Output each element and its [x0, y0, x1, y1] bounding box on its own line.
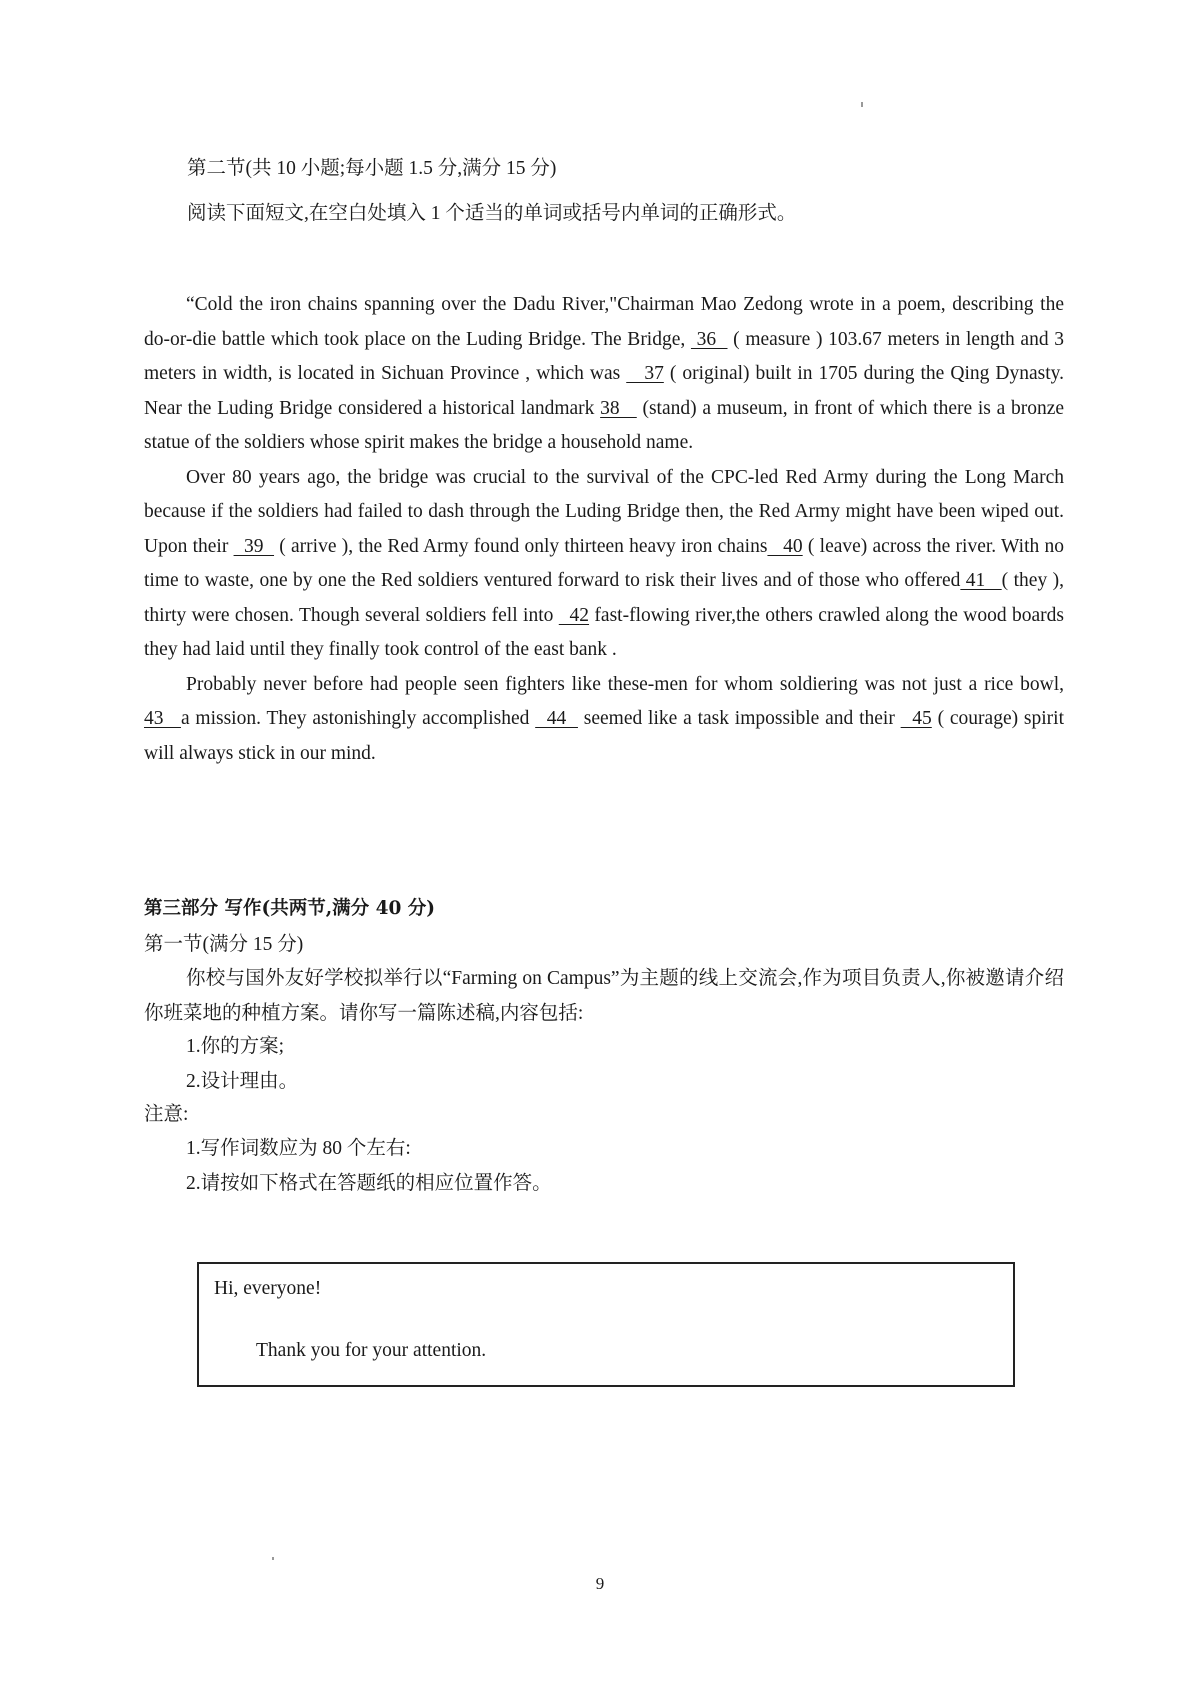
scan-speck — [272, 1557, 274, 1560]
blank-40: 40 — [767, 535, 803, 557]
blank-38: 38 — [600, 397, 637, 419]
note-item: 1.写作词数应为 80 个左右: — [186, 1138, 411, 1159]
passage-text: ( original) built in 1705 during the Qing Dynasty. Near the Luding Bridge considered a historical landmark — [144, 363, 1064, 419]
note-item: 2.请按如下格式在答题纸的相应位置作答。 — [186, 1172, 552, 1194]
box-closing: Thank you for your attention. — [256, 1340, 487, 1361]
page-number: 9 — [595, 1574, 605, 1593]
passage-paragraph-2 — [144, 461, 1064, 668]
box-greeting: Hi, everyone! — [214, 1278, 322, 1299]
passage-text: ( measure ) 103.67 meters in length and 3 meters in width, is located in Sichuan Province , which was — [144, 328, 1065, 384]
passage-text: ( leave) across the river. With no time to waste, one by one the Red soldiers ventured forward to risk their lives and of those who offered — [144, 535, 1065, 591]
writing-content-list — [186, 1030, 1106, 1099]
passage-text: “Cold the iron chains spanning over the Dadu River,"Chairman Mao Zedong wrote in a poem, describing the do-or-die battle which took place on the Luding Bridge. The Bridge, — [144, 294, 1064, 350]
passage-paragraph-1 — [144, 288, 1064, 461]
section2-heading: 第二节(共 10 小题;每小题 1.5 分,满分 15 分) — [187, 158, 557, 179]
passage-text: ( they ), thirty were chosen. Though several soldiers fell into — [144, 570, 1065, 626]
content-item: 1.你的方案; — [186, 1036, 285, 1057]
passage-text: ( courage) spirit will always stick in our mind. — [144, 708, 1065, 764]
scan-speck — [861, 102, 863, 107]
writing-task-text: 你校与国外友好学校拟举行以“Farming on Campus”为主题的线上交流会,作为项目负责人,你被邀请介绍你班菜地的种植方案。请你写一篇陈述稿,内容包括: — [144, 968, 1064, 1024]
passage-paragraph-3 — [144, 668, 1064, 772]
passage-text: (stand) a museum, in front of which there is a bronze statue of the soldiers whose spirit makes the bridge a household name. — [144, 397, 1065, 453]
passage-text: Probably never before had people seen fighters like these-men for whom soldiering was not just a rice bowl, — [186, 673, 1064, 695]
passage-text: a mission. They astonishingly accomplished — [180, 708, 536, 729]
part3-heading: 第三部分 写作(共两节,满分 40 分) — [144, 898, 436, 919]
blank-36: 36 — [690, 328, 728, 350]
notes-list — [186, 1132, 1106, 1201]
blank-42: 42 — [558, 604, 590, 626]
writing-section1-heading: 第一节(满分 15 分) — [144, 934, 304, 955]
blank-37: 37 — [626, 363, 664, 384]
blank-41: 41 — [960, 570, 1002, 591]
passage-text: Over 80 years ago, the bridge was crucial to the survival of the CPC-led Red Army during the Long March because if the soldiers had failed to dash through the Luding Bridge then, the Red Army might have been wiped out. Upon their — [144, 466, 1064, 557]
content-item: 2.设计理由。 — [186, 1070, 299, 1092]
writing-task — [144, 962, 1064, 1031]
section2-instruction: 阅读下面短文,在空白处填入 1 个适当的单词或括号内单词的正确形式。 — [187, 203, 797, 224]
blank-43: 43 — [144, 708, 181, 729]
passage-text: seemed like a task impossible and their — [577, 708, 901, 729]
blank-44: 44 — [535, 708, 578, 729]
blank-39: 39 — [233, 535, 275, 557]
passage-text: fast-flowing river,the others crawled along the wood boards they had laid until they finally took control of the east bank . — [144, 604, 1065, 660]
note-label: 注意: — [144, 1104, 189, 1125]
answer-format-box — [197, 1262, 1015, 1387]
blank-45: 45 — [900, 708, 932, 729]
passage-text: ( arrive ), the Red Army found only thirteen heavy iron chains — [274, 535, 768, 557]
cloze-passage — [144, 288, 1064, 771]
